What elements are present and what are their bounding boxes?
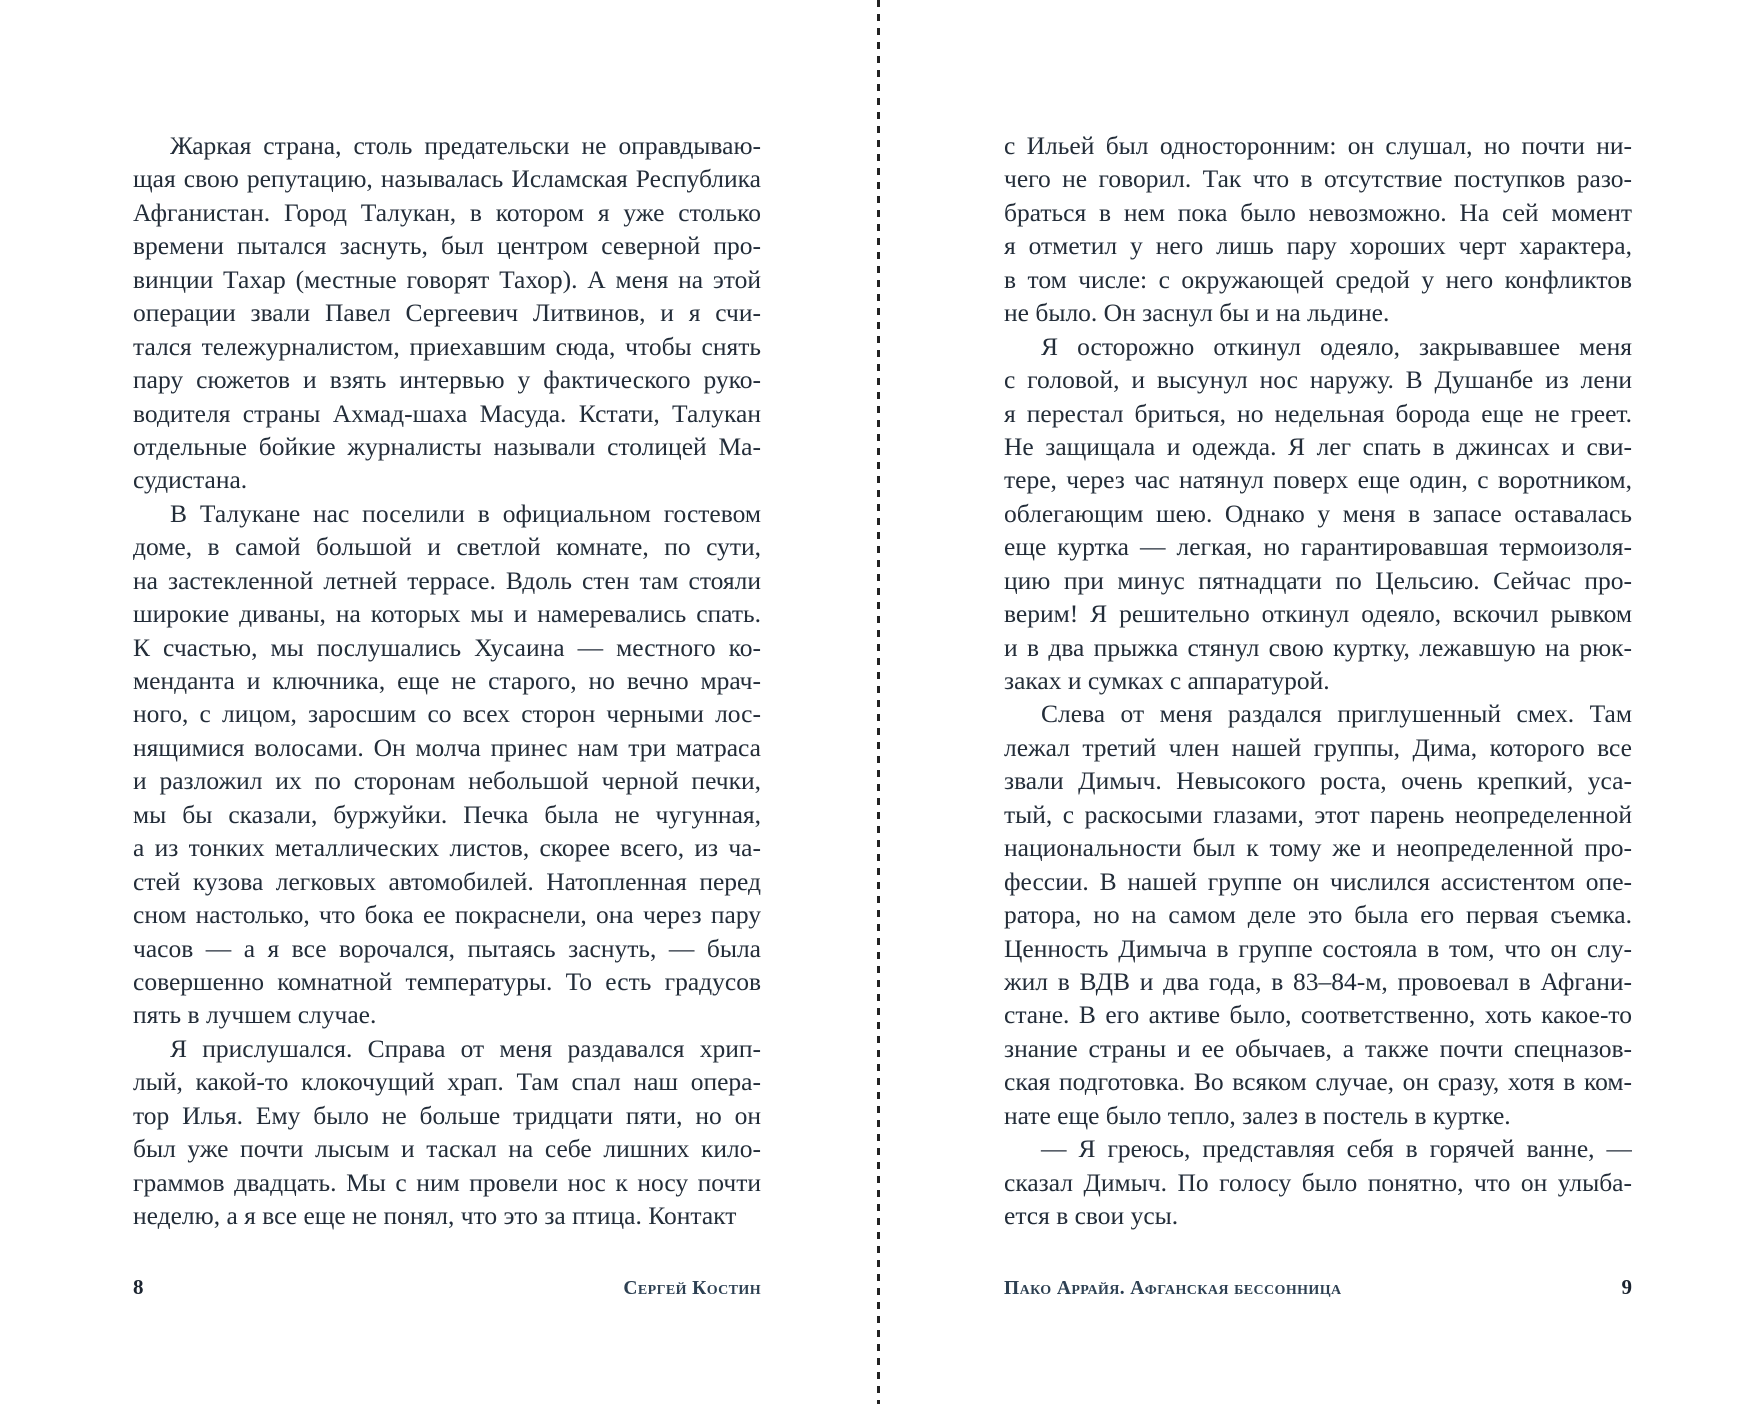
text-line: граммов двадцать. Мы с ним провели нос к носу почти bbox=[133, 1167, 761, 1197]
text-line: мы бы сказали, буржуйки. Печка была не чугунная, bbox=[133, 799, 761, 829]
text-line: Не защищала и одежда. Я лег спать в джинсах и сви- bbox=[1004, 431, 1632, 461]
running-title-book: Пако Аррайя. Афганская бессонница bbox=[1004, 1278, 1342, 1299]
text-line: браться в нем пока было невозможно. На сей момент bbox=[1004, 197, 1632, 227]
text-line: сказал Димыч. По голосу было понятно, что он улыба- bbox=[1004, 1167, 1632, 1197]
text-line: в том числе: с окружающей средой у него конфликтов bbox=[1004, 264, 1632, 294]
text-line: не было. Он заснул бы и на льдине. bbox=[1004, 298, 1390, 328]
text-line: чего не говорил. Так что в отсутствие поступков разо- bbox=[1004, 164, 1632, 194]
text-line: К счастью, мы послушались Хусаина — местного ко- bbox=[133, 632, 761, 662]
text-line: фессии. В нашей группе он числился ассистентом опе- bbox=[1004, 866, 1632, 896]
text-line: пару сюжетов и взять интервью у фактического руко- bbox=[133, 365, 761, 395]
text-line: винции Тахар (местные говорят Тахор). А меня на этой bbox=[133, 264, 761, 294]
page-left-text bbox=[133, 129, 761, 1232]
text-line: совершенно комнатной температуры. То есть градусов bbox=[133, 966, 761, 996]
text-line: лежал третий член нашей группы, Дима, которого все bbox=[1004, 732, 1632, 762]
text-line: нящимися волосами. Он молча принес нам три матраса bbox=[133, 732, 761, 762]
text-line: судистана. bbox=[133, 465, 248, 495]
running-title-author: Сергей Костин bbox=[623, 1278, 761, 1299]
text-line: стане. В его активе было, соответственно, хоть какое-то bbox=[1004, 1000, 1632, 1030]
text-line: а из тонких металлических листов, скорее всего, из ча- bbox=[133, 833, 761, 863]
text-line: водителя страны Ахмад-шаха Масуда. Кстати, Талукан bbox=[133, 398, 761, 428]
text-line: ется в свои усы. bbox=[1004, 1201, 1179, 1230]
page-right-text bbox=[1004, 129, 1632, 1232]
text-line: Слева от меня раздался приглушенный смех. Там bbox=[1041, 699, 1632, 729]
text-line: тор Илья. Ему было не больше тридцати пяти, но он bbox=[133, 1100, 761, 1130]
text-line: операции звали Павел Сергеевич Литвинов, и я счи- bbox=[133, 298, 761, 328]
page-number-right: 9 bbox=[1621, 1275, 1632, 1299]
text-line: Афганистан. Город Талукан, в котором я уже столько bbox=[133, 197, 761, 227]
text-line: часов — а я все ворочался, пытаясь заснуть, — была bbox=[133, 933, 761, 963]
text-line: широкие диваны, на которых мы и намеревались спать. bbox=[133, 599, 761, 629]
text-line: верим! Я решительно откинул одеяло, вскочил рывком bbox=[1004, 599, 1632, 629]
text-line: и в два прыжка стянул свою куртку, лежавшую на рюк- bbox=[1004, 632, 1632, 662]
text-line: звали Димыч. Невысокого роста, очень крепкий, уса- bbox=[1004, 766, 1632, 796]
page-number-left: 8 bbox=[133, 1275, 144, 1299]
page-right-footer bbox=[1004, 1275, 1632, 1300]
text-line: еще куртка — легкая, но гарантировавшая термоизоля- bbox=[1004, 532, 1632, 562]
text-line: Ценность Димыча в группе состояла в том, что он слу- bbox=[1004, 933, 1632, 963]
page-divider-dashed-line bbox=[877, 0, 880, 1404]
text-line: на застекленной летней террасе. Вдоль стен там стояли bbox=[133, 565, 761, 595]
text-line: знание страны и ее обычаев, а также почти спецназов- bbox=[1004, 1033, 1632, 1063]
text-line: заках и сумках с аппаратурой. bbox=[1004, 666, 1330, 695]
text-line: ская подготовка. Во всяком случае, он сразу, хотя в ком- bbox=[1004, 1067, 1632, 1097]
text-line: жил в ВДВ и два года, в 83–84-м, провоевал в Афгани- bbox=[1004, 966, 1632, 996]
text-line: Я прислушался. Справа от меня раздавался хрип- bbox=[170, 1033, 761, 1063]
text-line: тый, с раскосыми глазами, этот парень неопределенной bbox=[1004, 799, 1632, 829]
text-line: был уже почти лысым и таскал на себе лишних кило- bbox=[133, 1134, 761, 1164]
page-left-footer bbox=[133, 1275, 761, 1300]
text-line: облегающим шею. Однако у меня в запасе оставалась bbox=[1004, 498, 1632, 528]
text-line: тере, через час натянул поверх еще один, с воротником, bbox=[1004, 465, 1632, 495]
text-line: — Я греюсь, представляя себя в горячей ванне, — bbox=[1041, 1134, 1632, 1164]
page-right bbox=[1004, 129, 1632, 1349]
text-line: Я осторожно откинул одеяло, закрывавшее меня bbox=[1041, 331, 1632, 361]
text-line: неделю, а я все еще не понял, что это за птица. Контакт bbox=[133, 1201, 737, 1230]
text-line: ратора, но на самом деле это была его первая съемка. bbox=[1004, 900, 1632, 930]
text-line: стей кузова легковых автомобилей. Натопленная перед bbox=[133, 866, 761, 896]
text-line: Жаркая страна, столь предательски не оправдываю- bbox=[170, 131, 761, 160]
text-line: лый, какой-то клокочущий храп. Там спал наш опера- bbox=[133, 1067, 761, 1097]
page-left bbox=[133, 129, 761, 1349]
text-line: отдельные бойкие журналисты называли столицей Ма- bbox=[133, 431, 761, 461]
text-line: цию при минус пятнадцати по Цельсию. Сейчас про- bbox=[1004, 565, 1632, 595]
text-line: тался тележурналистом, приехавшим сюда, чтобы снять bbox=[133, 331, 761, 361]
text-line: сном настолько, что бока ее покраснели, она через пару bbox=[133, 900, 761, 930]
text-line: В Талукане нас поселили в официальном гостевом bbox=[170, 498, 761, 528]
text-line: я отметил у него лишь пару хороших черт характера, bbox=[1004, 231, 1632, 261]
text-line: национальности был к тому же и неопределенной про- bbox=[1004, 833, 1632, 863]
text-line: с головой, и высунул нос наружу. В Душанбе из лени bbox=[1004, 365, 1632, 395]
text-line: и разложил их по сторонам небольшой черной печки, bbox=[133, 766, 761, 796]
text-line: пять в лучшем случае. bbox=[133, 1000, 377, 1030]
text-line: ного, с лицом, заросшим со всех сторон черными лос- bbox=[133, 699, 761, 729]
text-line: щая свою репутацию, называлась Исламская Республика bbox=[133, 164, 761, 194]
text-line: нате еще было тепло, залез в постель в куртке. bbox=[1004, 1100, 1511, 1130]
text-line: с Ильей был односторонним: он слушал, но почти ни- bbox=[1004, 131, 1632, 160]
text-line: менданта и ключника, еще не старого, но вечно мрач- bbox=[133, 666, 761, 695]
text-line: времени пытался заснуть, был центром северной про- bbox=[133, 231, 761, 261]
text-line: я перестал бриться, но недельная борода еще не греет. bbox=[1004, 398, 1632, 428]
text-line: доме, в самой большой и светлой комнате, по сути, bbox=[133, 532, 761, 562]
